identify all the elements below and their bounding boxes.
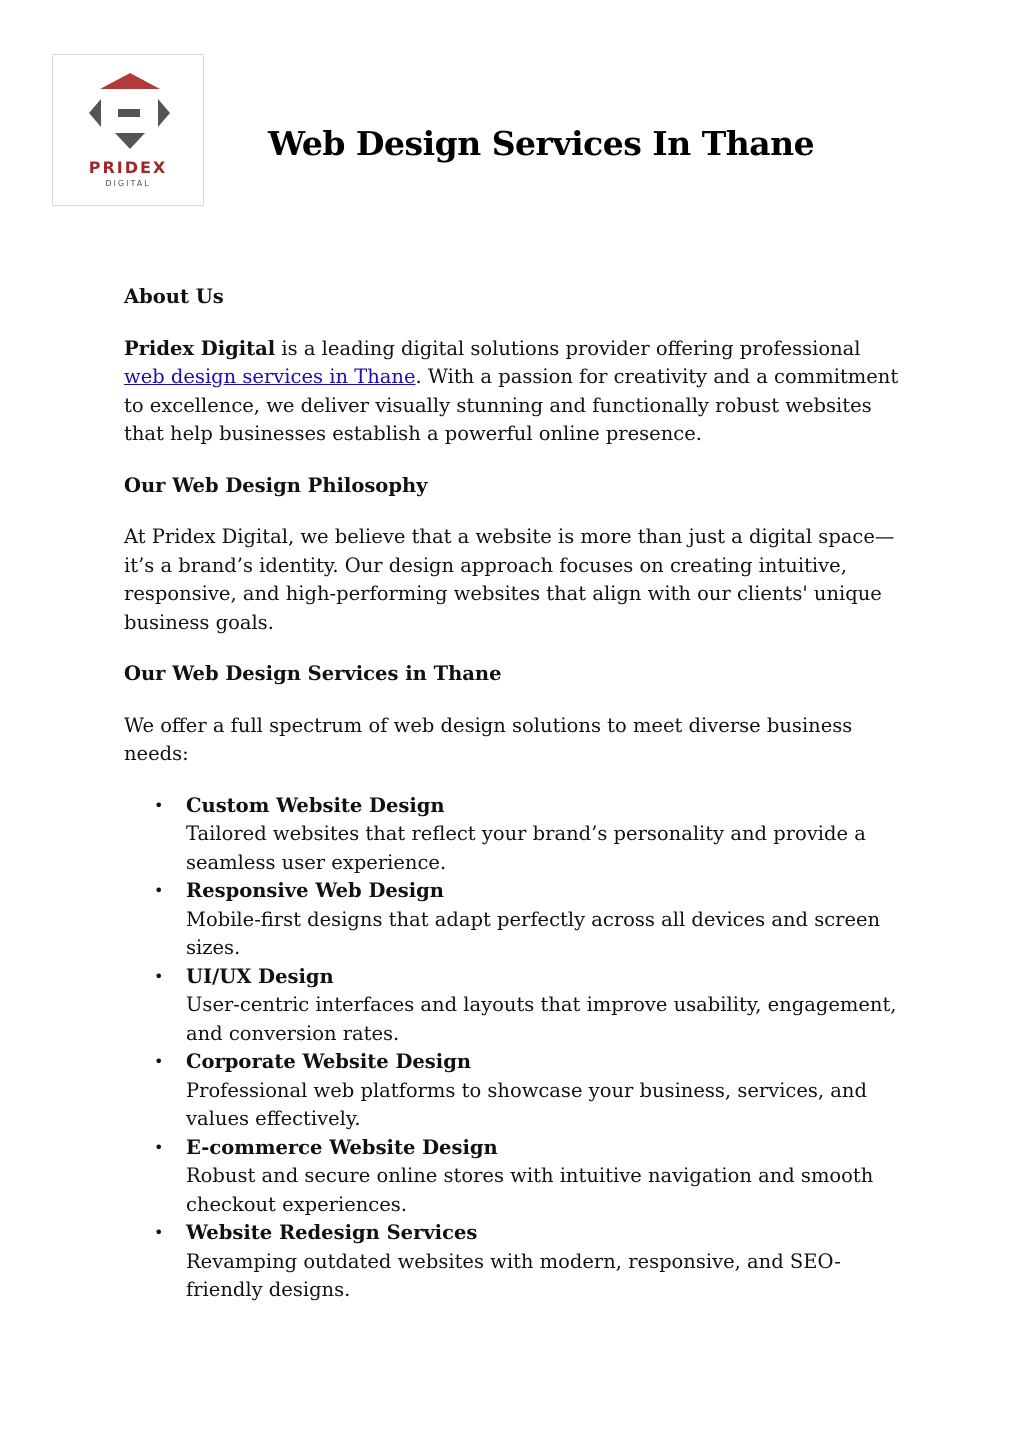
web-design-services-link[interactable]: web design services in Thane: [124, 365, 416, 388]
philosophy-paragraph: At Pridex Digital, we believe that a website is more than just a digital space—it’s a brand’s identity. Our design approach focuses on creating intuitive, responsive, and high-performing websites that align with our clients' unique business goals.: [124, 525, 895, 634]
logo-down-arrow-shape: [115, 133, 145, 149]
services-list: [124, 792, 904, 1305]
logo-right-arrow-shape: [158, 99, 170, 127]
bullet-icon: •: [154, 1137, 164, 1157]
bullet-icon: •: [154, 795, 164, 815]
about-text-part-1: is a leading digital solutions provider offering professional: [275, 336, 861, 360]
services-heading: Our Web Design Services in Thane: [124, 662, 502, 685]
service-title: E-commerce Website Design: [186, 1135, 498, 1159]
services-intro: We offer a full spectrum of web design solutions to meet diverse business needs:: [124, 713, 853, 765]
philosophy-heading: Our Web Design Philosophy: [124, 473, 428, 497]
about-text-part-2: . With a passion for creativity and a commitment to excellence, we deliver visually stunning and functionally robust websites that help businesses establish a powerful online presence.: [124, 365, 899, 445]
service-title: Custom Website Design: [186, 793, 445, 817]
service-title: Corporate Website Design: [186, 1050, 472, 1073]
logo-wordmark: PRIDEX: [88, 158, 168, 177]
about-paragraph: [124, 335, 904, 449]
page-title: Web Design Services In Thane: [268, 124, 815, 163]
list-item: [154, 1048, 904, 1134]
service-description: User-centric interfaces and layouts that improve usability, engagement, and conversion rates.: [186, 993, 897, 1045]
list-item: [154, 963, 904, 1049]
service-title: Responsive Web Design: [186, 879, 444, 902]
logo-center-bar-shape: [118, 109, 140, 117]
about-heading: About Us: [124, 285, 224, 308]
list-item: [154, 792, 904, 878]
bullet-icon: •: [154, 881, 164, 900]
company-logo: [52, 54, 204, 206]
service-description: Robust and secure online stores with intuitive navigation and smooth checkout experiences.: [186, 1164, 874, 1216]
logo-left-arrow-shape: [89, 99, 101, 127]
service-description: Professional web platforms to showcase your business, services, and values effectively.: [186, 1078, 867, 1130]
logo-subtitle: DIGITAL: [105, 179, 151, 188]
service-title: Website Redesign Services: [186, 1221, 478, 1244]
logo-roof-shape: [100, 73, 160, 89]
company-name: Pridex Digital: [124, 336, 276, 360]
bullet-icon: •: [154, 966, 164, 986]
list-item: [154, 877, 904, 963]
bullet-icon: •: [154, 1223, 164, 1242]
bullet-icon: •: [154, 1052, 164, 1071]
service-description: Revamping outdated websites with modern, responsive, and SEO-friendly designs.: [186, 1249, 841, 1301]
service-title: UI/UX Design: [186, 964, 334, 988]
service-description: Tailored websites that reflect your brand’s personality and provide a seamless user experience.: [186, 822, 866, 874]
document-body: [124, 283, 904, 1305]
service-description: Mobile-first designs that adapt perfectly across all devices and screen sizes.: [186, 907, 881, 959]
list-item: [154, 1219, 904, 1305]
list-item: [154, 1134, 904, 1220]
